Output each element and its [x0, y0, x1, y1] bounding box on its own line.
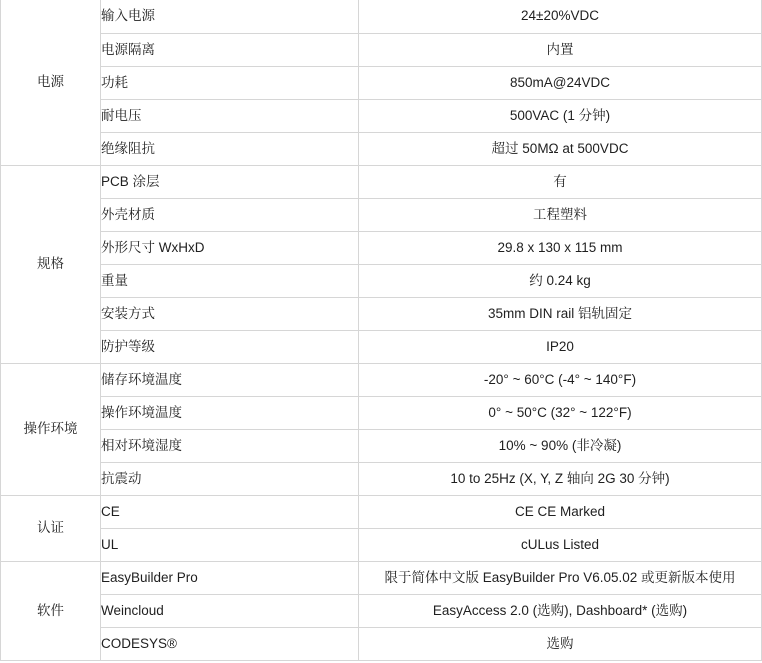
row-label: 相对环境湿度	[101, 429, 359, 462]
row-value: 0° ~ 50°C (32° ~ 122°F)	[359, 396, 762, 429]
row-value: cULus Listed	[359, 528, 762, 561]
table-row	[1, 99, 762, 132]
table-row	[1, 462, 762, 495]
row-value: 内置	[359, 33, 762, 66]
row-label: 绝缘阻抗	[101, 132, 359, 165]
table-row	[1, 165, 762, 198]
row-value: CE CE Marked	[359, 495, 762, 528]
row-value: 工程塑料	[359, 198, 762, 231]
row-value: 35mm DIN rail 铝轨固定	[359, 297, 762, 330]
row-value: IP20	[359, 330, 762, 363]
row-label: 耐电压	[101, 99, 359, 132]
row-label: 外壳材质	[101, 198, 359, 231]
table-row	[1, 0, 762, 33]
row-label: 安装方式	[101, 297, 359, 330]
row-label: PCB 涂层	[101, 165, 359, 198]
row-label: EasyBuilder Pro	[101, 561, 359, 594]
row-label: 输入电源	[101, 0, 359, 33]
table-row	[1, 363, 762, 396]
row-value: EasyAccess 2.0 (选购), Dashboard* (选购)	[359, 594, 762, 627]
table-row	[1, 594, 762, 627]
table-row	[1, 231, 762, 264]
row-value: 10 to 25Hz (X, Y, Z 轴向 2G 30 分钟)	[359, 462, 762, 495]
table-row	[1, 528, 762, 561]
row-value: -20° ~ 60°C (-4° ~ 140°F)	[359, 363, 762, 396]
table-row	[1, 429, 762, 462]
table-row	[1, 330, 762, 363]
row-value: 限于简体中文版 EasyBuilder Pro V6.05.02 或更新版本使用	[359, 561, 762, 594]
table-row	[1, 198, 762, 231]
row-label: CE	[101, 495, 359, 528]
row-label: CODESYS®	[101, 627, 359, 660]
table-row	[1, 297, 762, 330]
row-label: 防护等级	[101, 330, 359, 363]
table-row	[1, 561, 762, 594]
group-label-specification: 规格	[1, 165, 101, 363]
row-label: Weincloud	[101, 594, 359, 627]
row-value: 超过 50MΩ at 500VDC	[359, 132, 762, 165]
spec-table-body	[1, 0, 762, 660]
row-value: 有	[359, 165, 762, 198]
row-label: 重量	[101, 264, 359, 297]
group-label-operating-environment: 操作环境	[1, 363, 101, 495]
table-row	[1, 66, 762, 99]
table-row	[1, 495, 762, 528]
row-value: 10% ~ 90% (非冷凝)	[359, 429, 762, 462]
row-label: 抗震动	[101, 462, 359, 495]
row-label: UL	[101, 528, 359, 561]
row-value: 约 0.24 kg	[359, 264, 762, 297]
table-row	[1, 264, 762, 297]
group-label-power: 电源	[1, 0, 101, 165]
row-value: 850mA@24VDC	[359, 66, 762, 99]
row-label: 功耗	[101, 66, 359, 99]
row-label: 操作环境温度	[101, 396, 359, 429]
row-value: 29.8 x 130 x 115 mm	[359, 231, 762, 264]
group-label-software: 软件	[1, 561, 101, 660]
row-label: 外形尺寸 WxHxD	[101, 231, 359, 264]
row-value: 选购	[359, 627, 762, 660]
table-row	[1, 132, 762, 165]
table-row	[1, 396, 762, 429]
group-label-certification: 认证	[1, 495, 101, 561]
row-label: 电源隔离	[101, 33, 359, 66]
table-row	[1, 627, 762, 660]
row-label: 储存环境温度	[101, 363, 359, 396]
row-value: 24±20%VDC	[359, 0, 762, 33]
table-row	[1, 33, 762, 66]
row-value: 500VAC (1 分钟)	[359, 99, 762, 132]
